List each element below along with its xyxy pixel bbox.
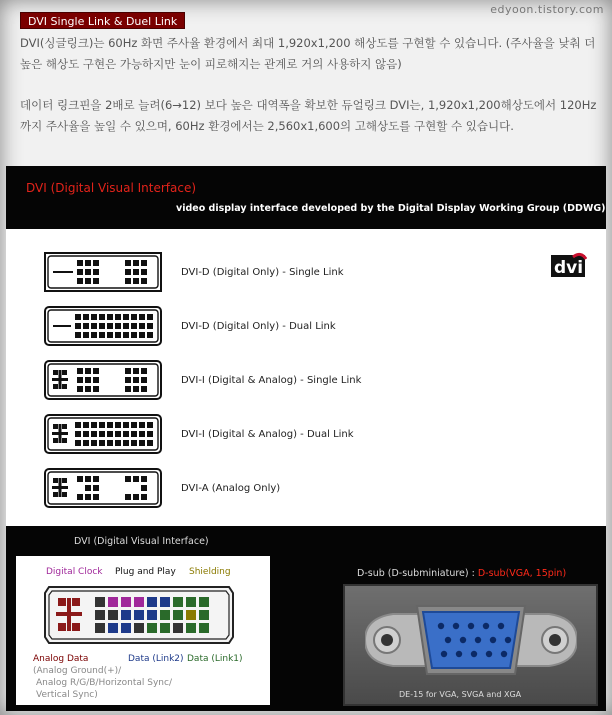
section-title-badge: DVI Single Link & Duel Link xyxy=(20,12,185,29)
data-link1-label: Data (Link1) xyxy=(187,654,243,664)
data-link2-label: Data (Link2) xyxy=(128,654,184,664)
connector-label: DVI-I (Digital & Analog) - Single Link xyxy=(181,375,362,386)
connector-list xyxy=(6,229,606,526)
connector-label: DVI-D (Digital Only) - Dual Link xyxy=(181,321,336,332)
dsub-title xyxy=(357,568,566,579)
vga-photo-panel xyxy=(343,584,598,706)
dsub-title-prefix: D-sub (D-subminiature) : xyxy=(357,568,478,579)
dvi-i-dual-connector-icon xyxy=(43,413,163,455)
dvi-pinout-diagram-icon xyxy=(43,585,235,645)
analog-ground-label: (Analog Ground(+)/ xyxy=(33,666,122,676)
paragraph-dual-link: 데이터 링크핀을 2배로 늘려(6→12) 보다 높은 대역폭을 확보한 듀얼링크 DVI는, 1,920x1,200해상도에서 120Hz까지 주사율을 높일 수 있으며, 60Hz 환경에서는 2,560x1,600의 고해상도를 구현할 수 있습니다. xyxy=(20,98,597,133)
dvi-i-single-connector-icon xyxy=(43,359,163,401)
digital-clock-label: Digital Clock xyxy=(46,567,103,577)
vga-connector-icon xyxy=(365,596,577,684)
shielding-label: Shielding xyxy=(189,567,231,577)
dvi-pinout-panel xyxy=(16,556,270,705)
connector-label: DVI-D (Digital Only) - Single Link xyxy=(181,267,344,278)
dvi-header-band xyxy=(6,166,606,229)
dvi-d-single-connector-icon xyxy=(43,251,163,293)
vga-caption: DE-15 for VGA, SVGA and XGA xyxy=(399,690,522,699)
dvi-a-connector-icon xyxy=(43,467,163,509)
connector-label: DVI-A (Analog Only) xyxy=(181,483,281,494)
dsub-title-highlight: D-sub(VGA, 15pin) xyxy=(477,568,567,579)
dvi-pinout-title: DVI (Digital Visual Interface) xyxy=(74,536,209,547)
dvi-logo-icon xyxy=(551,251,587,279)
watermark: edyoon.tistory.com xyxy=(490,3,604,16)
paragraph-single-link: DVI(싱글링크)는 60Hz 화면 주사율 환경에서 최대 1,920x1,200 해상도를 구현할 수 있습니다. (주사율을 낮춰 더 높은 해상도 구현은 가능하지만 눈이 피로해지는 관계로 거의 사용하지 않음) xyxy=(20,36,596,71)
analog-data-label: Analog Data xyxy=(33,654,89,664)
vertical-sync-label: Vertical Sync) xyxy=(36,690,98,700)
bottom-section xyxy=(6,526,606,711)
band-subtitle: video display interface developed by the Digital Display Working Group (DDWG) xyxy=(176,203,606,214)
connector-label: DVI-I (Digital & Analog) - Dual Link xyxy=(181,429,354,440)
plug-and-play-label: Plug and Play xyxy=(115,567,176,577)
analog-rgb-label: Analog R/G/B/Horizontal Sync/ xyxy=(36,678,172,688)
dvi-d-dual-connector-icon xyxy=(43,305,163,347)
dvi-logo-text: dvi xyxy=(554,258,584,278)
band-title: DVI (Digital Visual Interface) xyxy=(26,181,197,195)
